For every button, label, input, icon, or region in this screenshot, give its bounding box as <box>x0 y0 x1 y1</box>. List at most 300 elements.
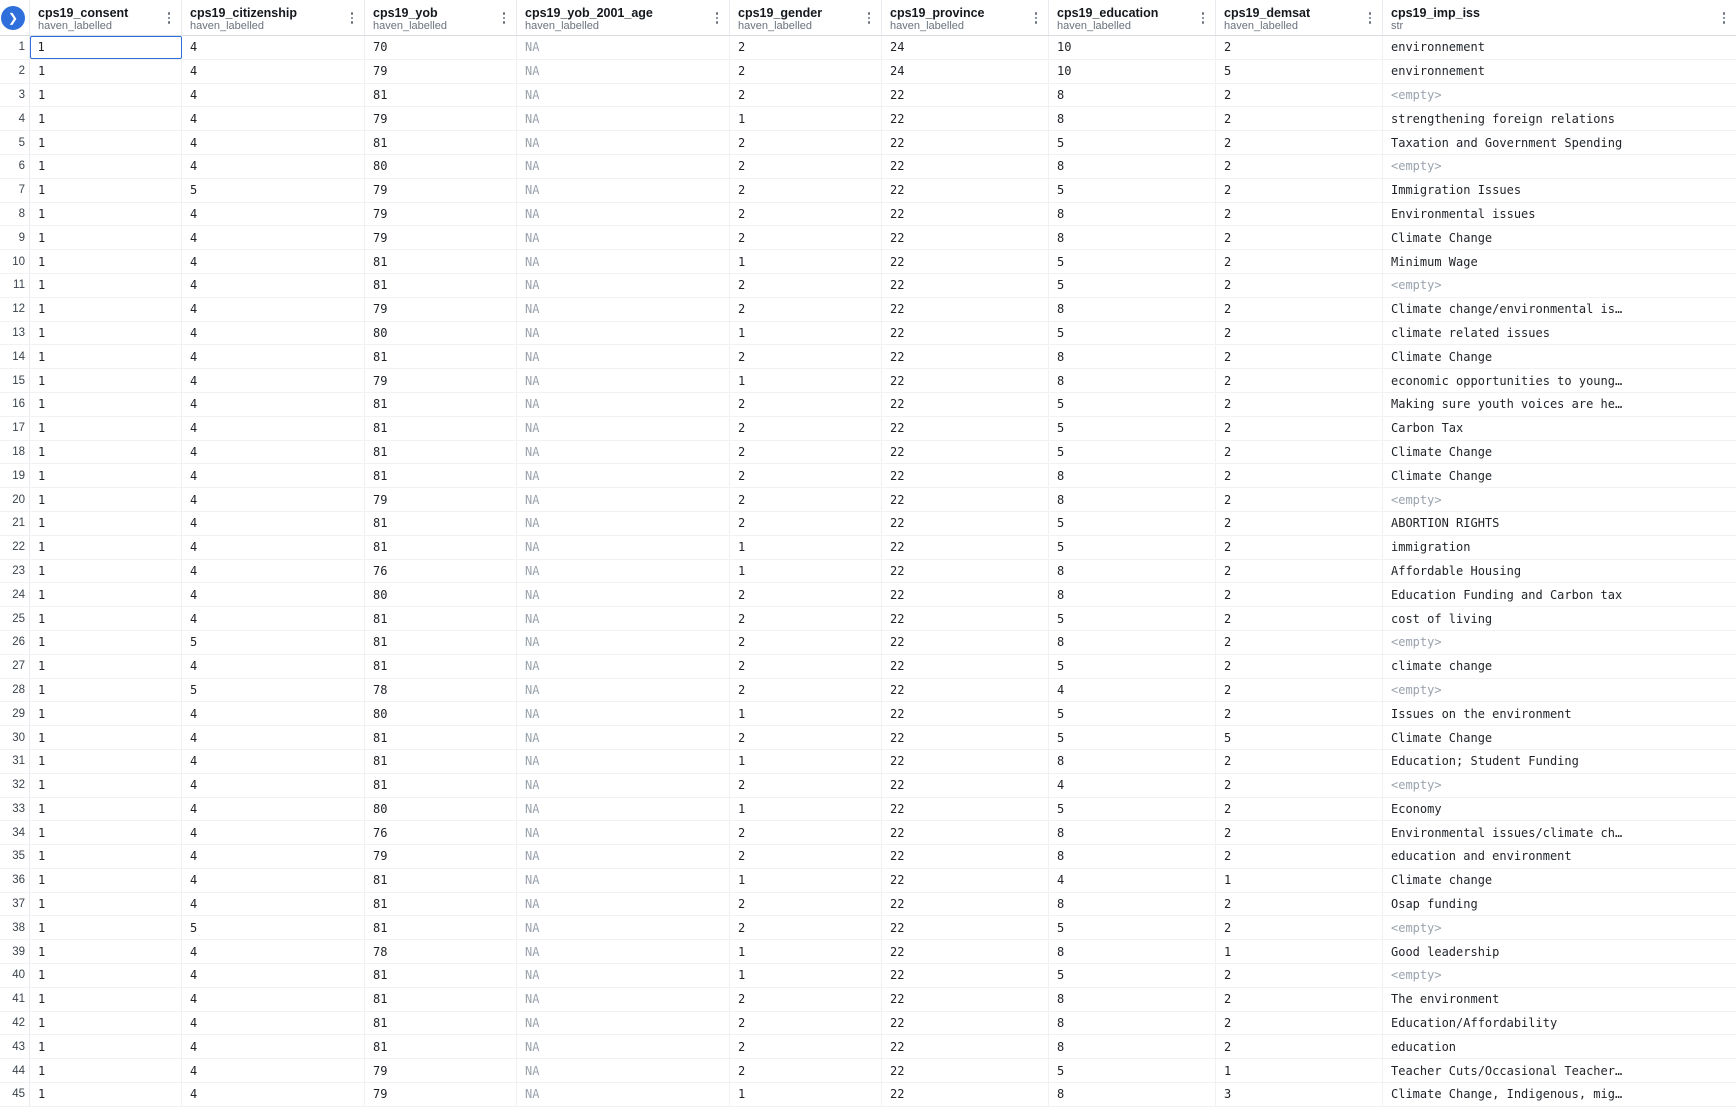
chevron-right-icon[interactable]: ❯ <box>1 6 25 30</box>
cell-cps19_yob_2001_age[interactable]: NA <box>517 1035 730 1058</box>
table-row[interactable] <box>0 274 1736 298</box>
cell-cps19_imp_iss[interactable]: Climate Change <box>1383 345 1736 368</box>
cell-cps19_province[interactable]: 22 <box>882 988 1049 1011</box>
table-row[interactable] <box>0 322 1736 346</box>
cell-cps19_yob_2001_age[interactable]: NA <box>517 107 730 130</box>
cell-cps19_yob_2001_age[interactable]: NA <box>517 512 730 535</box>
cell-cps19_consent[interactable]: 1 <box>30 560 182 583</box>
column-header-cps19_consent[interactable] <box>30 0 182 35</box>
table-row[interactable] <box>0 345 1736 369</box>
cell-cps19_yob[interactable]: 81 <box>365 655 517 678</box>
cell-cps19_citizenship[interactable]: 4 <box>182 774 365 797</box>
cell-cps19_imp_iss[interactable]: Climate Change <box>1383 441 1736 464</box>
cell-cps19_education[interactable]: 5 <box>1049 607 1216 630</box>
cell-cps19_consent[interactable]: 1 <box>30 702 182 725</box>
cell-cps19_education[interactable]: 8 <box>1049 845 1216 868</box>
cell-cps19_gender[interactable]: 2 <box>730 345 882 368</box>
cell-cps19_imp_iss[interactable]: The environment <box>1383 988 1736 1011</box>
cell-cps19_citizenship[interactable]: 4 <box>182 726 365 749</box>
cell-cps19_imp_iss[interactable]: Economy <box>1383 798 1736 821</box>
cell-cps19_education[interactable]: 8 <box>1049 488 1216 511</box>
table-row[interactable] <box>0 821 1736 845</box>
cell-cps19_yob[interactable]: 79 <box>365 1059 517 1082</box>
cell-cps19_gender[interactable]: 1 <box>730 536 882 559</box>
cell-cps19_gender[interactable]: 2 <box>730 607 882 630</box>
table-row[interactable] <box>0 964 1736 988</box>
cell-cps19_consent[interactable]: 1 <box>30 869 182 892</box>
cell-cps19_education[interactable]: 5 <box>1049 536 1216 559</box>
cell-cps19_province[interactable]: 22 <box>882 726 1049 749</box>
kebab-menu-icon[interactable] <box>163 10 175 26</box>
cell-cps19_demsat[interactable]: 2 <box>1216 631 1383 654</box>
cell-cps19_citizenship[interactable]: 4 <box>182 393 365 416</box>
cell-cps19_imp_iss[interactable]: strengthening foreign relations <box>1383 107 1736 130</box>
cell-cps19_gender[interactable]: 1 <box>730 322 882 345</box>
cell-cps19_province[interactable]: 22 <box>882 679 1049 702</box>
cell-cps19_province[interactable]: 22 <box>882 821 1049 844</box>
cell-cps19_demsat[interactable]: 2 <box>1216 226 1383 249</box>
table-row[interactable] <box>0 726 1736 750</box>
table-row[interactable] <box>0 1059 1736 1083</box>
cell-cps19_education[interactable]: 8 <box>1049 631 1216 654</box>
cell-cps19_imp_iss[interactable]: Climate Change, Indigenous, mig… <box>1383 1083 1736 1106</box>
table-row[interactable] <box>0 203 1736 227</box>
cell-cps19_consent[interactable]: 1 <box>30 298 182 321</box>
cell-cps19_demsat[interactable]: 2 <box>1216 393 1383 416</box>
kebab-menu-icon[interactable] <box>1197 10 1209 26</box>
table-row[interactable] <box>0 179 1736 203</box>
cell-cps19_consent[interactable]: 1 <box>30 274 182 297</box>
cell-cps19_yob_2001_age[interactable]: NA <box>517 369 730 392</box>
cell-cps19_yob_2001_age[interactable]: NA <box>517 203 730 226</box>
cell-cps19_education[interactable]: 8 <box>1049 583 1216 606</box>
cell-cps19_province[interactable]: 22 <box>882 798 1049 821</box>
cell-cps19_yob_2001_age[interactable]: NA <box>517 274 730 297</box>
cell-cps19_yob[interactable]: 80 <box>365 583 517 606</box>
cell-cps19_yob_2001_age[interactable]: NA <box>517 845 730 868</box>
cell-cps19_province[interactable]: 22 <box>882 869 1049 892</box>
cell-cps19_consent[interactable]: 1 <box>30 821 182 844</box>
column-header-cps19_imp_iss[interactable] <box>1383 0 1736 35</box>
cell-cps19_gender[interactable]: 2 <box>730 274 882 297</box>
cell-cps19_demsat[interactable]: 3 <box>1216 1083 1383 1106</box>
cell-cps19_imp_iss[interactable]: <empty> <box>1383 488 1736 511</box>
cell-cps19_citizenship[interactable]: 4 <box>182 655 365 678</box>
cell-cps19_education[interactable]: 5 <box>1049 393 1216 416</box>
cell-cps19_yob[interactable]: 79 <box>365 298 517 321</box>
table-row[interactable] <box>0 583 1736 607</box>
cell-cps19_yob_2001_age[interactable]: NA <box>517 417 730 440</box>
cell-cps19_education[interactable]: 8 <box>1049 1035 1216 1058</box>
kebab-menu-icon[interactable] <box>1030 10 1042 26</box>
cell-cps19_consent[interactable]: 1 <box>30 464 182 487</box>
cell-cps19_yob_2001_age[interactable]: NA <box>517 298 730 321</box>
cell-cps19_education[interactable]: 5 <box>1049 417 1216 440</box>
cell-cps19_province[interactable]: 22 <box>882 107 1049 130</box>
cell-cps19_yob[interactable]: 79 <box>365 1083 517 1106</box>
cell-cps19_yob[interactable]: 81 <box>365 916 517 939</box>
table-row[interactable] <box>0 1012 1736 1036</box>
cell-cps19_demsat[interactable]: 2 <box>1216 702 1383 725</box>
cell-cps19_citizenship[interactable]: 4 <box>182 821 365 844</box>
cell-cps19_citizenship[interactable]: 4 <box>182 512 365 535</box>
cell-cps19_yob_2001_age[interactable]: NA <box>517 345 730 368</box>
cell-cps19_yob_2001_age[interactable]: NA <box>517 821 730 844</box>
cell-cps19_yob[interactable]: 81 <box>365 726 517 749</box>
cell-cps19_imp_iss[interactable]: <empty> <box>1383 774 1736 797</box>
cell-cps19_yob_2001_age[interactable]: NA <box>517 36 730 59</box>
cell-cps19_demsat[interactable]: 2 <box>1216 274 1383 297</box>
cell-cps19_yob[interactable]: 79 <box>365 369 517 392</box>
cell-cps19_yob[interactable]: 81 <box>365 464 517 487</box>
cell-cps19_consent[interactable]: 1 <box>30 845 182 868</box>
cell-cps19_gender[interactable]: 2 <box>730 417 882 440</box>
cell-cps19_yob[interactable]: 81 <box>365 536 517 559</box>
cell-cps19_province[interactable]: 22 <box>882 750 1049 773</box>
cell-cps19_citizenship[interactable]: 4 <box>182 869 365 892</box>
cell-cps19_gender[interactable]: 2 <box>730 36 882 59</box>
cell-cps19_yob[interactable]: 76 <box>365 560 517 583</box>
cell-cps19_imp_iss[interactable]: Climate change <box>1383 869 1736 892</box>
cell-cps19_province[interactable]: 22 <box>882 512 1049 535</box>
cell-cps19_education[interactable]: 8 <box>1049 821 1216 844</box>
cell-cps19_education[interactable]: 10 <box>1049 60 1216 83</box>
cell-cps19_citizenship[interactable]: 4 <box>182 203 365 226</box>
cell-cps19_consent[interactable]: 1 <box>30 774 182 797</box>
cell-cps19_gender[interactable]: 2 <box>730 774 882 797</box>
table-row[interactable] <box>0 631 1736 655</box>
grid-body[interactable] <box>0 36 1736 1115</box>
cell-cps19_province[interactable]: 22 <box>882 1012 1049 1035</box>
cell-cps19_consent[interactable]: 1 <box>30 679 182 702</box>
table-row[interactable] <box>0 107 1736 131</box>
table-row[interactable] <box>0 798 1736 822</box>
cell-cps19_yob[interactable]: 79 <box>365 179 517 202</box>
cell-cps19_province[interactable]: 22 <box>882 916 1049 939</box>
cell-cps19_consent[interactable]: 1 <box>30 322 182 345</box>
cell-cps19_education[interactable]: 8 <box>1049 345 1216 368</box>
cell-cps19_citizenship[interactable]: 4 <box>182 250 365 273</box>
cell-cps19_province[interactable]: 22 <box>882 702 1049 725</box>
cell-cps19_imp_iss[interactable]: Good leadership <box>1383 940 1736 963</box>
cell-cps19_gender[interactable]: 2 <box>730 1035 882 1058</box>
cell-cps19_yob_2001_age[interactable]: NA <box>517 750 730 773</box>
cell-cps19_imp_iss[interactable]: Climate change/environmental is… <box>1383 298 1736 321</box>
cell-cps19_consent[interactable]: 1 <box>30 226 182 249</box>
cell-cps19_citizenship[interactable]: 5 <box>182 179 365 202</box>
cell-cps19_imp_iss[interactable]: education and environment <box>1383 845 1736 868</box>
cell-cps19_yob_2001_age[interactable]: NA <box>517 1083 730 1106</box>
cell-cps19_citizenship[interactable]: 4 <box>182 274 365 297</box>
cell-cps19_citizenship[interactable]: 4 <box>182 417 365 440</box>
cell-cps19_gender[interactable]: 2 <box>730 179 882 202</box>
cell-cps19_consent[interactable]: 1 <box>30 393 182 416</box>
cell-cps19_gender[interactable]: 2 <box>730 1012 882 1035</box>
cell-cps19_demsat[interactable]: 2 <box>1216 845 1383 868</box>
cell-cps19_consent[interactable]: 1 <box>30 798 182 821</box>
cell-cps19_education[interactable]: 4 <box>1049 774 1216 797</box>
cell-cps19_citizenship[interactable]: 4 <box>182 155 365 178</box>
cell-cps19_imp_iss[interactable]: Making sure youth voices are he… <box>1383 393 1736 416</box>
column-header-cps19_province[interactable] <box>882 0 1049 35</box>
cell-cps19_yob_2001_age[interactable]: NA <box>517 679 730 702</box>
cell-cps19_yob[interactable]: 81 <box>365 893 517 916</box>
cell-cps19_province[interactable]: 22 <box>882 893 1049 916</box>
column-header-cps19_demsat[interactable] <box>1216 0 1383 35</box>
cell-cps19_imp_iss[interactable]: Environmental issues/climate ch… <box>1383 821 1736 844</box>
cell-cps19_education[interactable]: 5 <box>1049 179 1216 202</box>
cell-cps19_gender[interactable]: 1 <box>730 798 882 821</box>
cell-cps19_province[interactable]: 22 <box>882 345 1049 368</box>
cell-cps19_imp_iss[interactable]: <empty> <box>1383 964 1736 987</box>
cell-cps19_consent[interactable]: 1 <box>30 893 182 916</box>
cell-cps19_yob[interactable]: 78 <box>365 679 517 702</box>
cell-cps19_imp_iss[interactable]: Climate Change <box>1383 464 1736 487</box>
cell-cps19_province[interactable]: 22 <box>882 464 1049 487</box>
cell-cps19_gender[interactable]: 1 <box>730 250 882 273</box>
cell-cps19_demsat[interactable]: 5 <box>1216 60 1383 83</box>
cell-cps19_gender[interactable]: 2 <box>730 441 882 464</box>
cell-cps19_education[interactable]: 8 <box>1049 560 1216 583</box>
cell-cps19_yob[interactable]: 81 <box>365 84 517 107</box>
cell-cps19_education[interactable]: 5 <box>1049 964 1216 987</box>
cell-cps19_consent[interactable]: 1 <box>30 488 182 511</box>
cell-cps19_yob[interactable]: 81 <box>365 250 517 273</box>
cell-cps19_consent[interactable]: 1 <box>30 369 182 392</box>
cell-cps19_province[interactable]: 22 <box>882 322 1049 345</box>
cell-cps19_yob[interactable]: 81 <box>365 1035 517 1058</box>
cell-cps19_imp_iss[interactable]: Education; Student Funding <box>1383 750 1736 773</box>
cell-cps19_citizenship[interactable]: 4 <box>182 1083 365 1106</box>
cell-cps19_yob_2001_age[interactable]: NA <box>517 488 730 511</box>
cell-cps19_gender[interactable]: 2 <box>730 988 882 1011</box>
cell-cps19_demsat[interactable]: 2 <box>1216 298 1383 321</box>
cell-cps19_education[interactable]: 8 <box>1049 107 1216 130</box>
cell-cps19_education[interactable]: 5 <box>1049 131 1216 154</box>
cell-cps19_demsat[interactable]: 2 <box>1216 488 1383 511</box>
cell-cps19_yob[interactable]: 80 <box>365 702 517 725</box>
cell-cps19_citizenship[interactable]: 4 <box>182 845 365 868</box>
cell-cps19_yob_2001_age[interactable]: NA <box>517 250 730 273</box>
kebab-menu-icon[interactable] <box>711 10 723 26</box>
cell-cps19_gender[interactable]: 2 <box>730 60 882 83</box>
cell-cps19_education[interactable]: 8 <box>1049 750 1216 773</box>
cell-cps19_citizenship[interactable]: 4 <box>182 702 365 725</box>
cell-cps19_citizenship[interactable]: 4 <box>182 298 365 321</box>
cell-cps19_gender[interactable]: 1 <box>730 750 882 773</box>
cell-cps19_imp_iss[interactable]: <empty> <box>1383 631 1736 654</box>
kebab-menu-icon[interactable] <box>346 10 358 26</box>
cell-cps19_education[interactable]: 8 <box>1049 203 1216 226</box>
cell-cps19_yob[interactable]: 79 <box>365 488 517 511</box>
cell-cps19_gender[interactable]: 2 <box>730 845 882 868</box>
cell-cps19_gender[interactable]: 1 <box>730 964 882 987</box>
cell-cps19_province[interactable]: 24 <box>882 36 1049 59</box>
cell-cps19_yob_2001_age[interactable]: NA <box>517 655 730 678</box>
cell-cps19_province[interactable]: 22 <box>882 393 1049 416</box>
cell-cps19_yob[interactable]: 80 <box>365 322 517 345</box>
cell-cps19_yob_2001_age[interactable]: NA <box>517 583 730 606</box>
cell-cps19_imp_iss[interactable]: <empty> <box>1383 84 1736 107</box>
cell-cps19_education[interactable]: 5 <box>1049 655 1216 678</box>
table-row[interactable] <box>0 226 1736 250</box>
cell-cps19_demsat[interactable]: 2 <box>1216 1035 1383 1058</box>
cell-cps19_consent[interactable]: 1 <box>30 250 182 273</box>
cell-cps19_yob[interactable]: 70 <box>365 36 517 59</box>
cell-cps19_demsat[interactable]: 2 <box>1216 417 1383 440</box>
cell-cps19_consent[interactable]: 1 <box>30 655 182 678</box>
cell-cps19_demsat[interactable]: 2 <box>1216 84 1383 107</box>
cell-cps19_gender[interactable]: 2 <box>730 512 882 535</box>
cell-cps19_education[interactable]: 8 <box>1049 464 1216 487</box>
cell-cps19_gender[interactable]: 2 <box>730 131 882 154</box>
cell-cps19_yob[interactable]: 80 <box>365 155 517 178</box>
cell-cps19_citizenship[interactable]: 4 <box>182 226 365 249</box>
table-row[interactable] <box>0 536 1736 560</box>
column-header-cps19_gender[interactable] <box>730 0 882 35</box>
table-row[interactable] <box>0 84 1736 108</box>
cell-cps19_demsat[interactable]: 2 <box>1216 607 1383 630</box>
table-row[interactable] <box>0 607 1736 631</box>
table-row[interactable] <box>0 512 1736 536</box>
cell-cps19_imp_iss[interactable]: Issues on the environment <box>1383 702 1736 725</box>
cell-cps19_education[interactable]: 8 <box>1049 1083 1216 1106</box>
cell-cps19_gender[interactable]: 2 <box>730 84 882 107</box>
cell-cps19_education[interactable]: 5 <box>1049 702 1216 725</box>
cell-cps19_citizenship[interactable]: 4 <box>182 940 365 963</box>
cell-cps19_imp_iss[interactable]: economic opportunities to young… <box>1383 369 1736 392</box>
cell-cps19_education[interactable]: 8 <box>1049 988 1216 1011</box>
cell-cps19_yob_2001_age[interactable]: NA <box>517 774 730 797</box>
cell-cps19_consent[interactable]: 1 <box>30 631 182 654</box>
cell-cps19_citizenship[interactable]: 5 <box>182 679 365 702</box>
cell-cps19_yob_2001_age[interactable]: NA <box>517 798 730 821</box>
cell-cps19_gender[interactable]: 2 <box>730 203 882 226</box>
table-row[interactable] <box>0 988 1736 1012</box>
cell-cps19_imp_iss[interactable]: <empty> <box>1383 916 1736 939</box>
cell-cps19_consent[interactable]: 1 <box>30 203 182 226</box>
cell-cps19_demsat[interactable]: 2 <box>1216 821 1383 844</box>
cell-cps19_yob_2001_age[interactable]: NA <box>517 940 730 963</box>
cell-cps19_consent[interactable]: 1 <box>30 1012 182 1035</box>
cell-cps19_gender[interactable]: 2 <box>730 488 882 511</box>
table-row[interactable] <box>0 155 1736 179</box>
cell-cps19_demsat[interactable]: 2 <box>1216 36 1383 59</box>
table-row[interactable] <box>0 560 1736 584</box>
cell-cps19_province[interactable]: 22 <box>882 441 1049 464</box>
cell-cps19_gender[interactable]: 1 <box>730 869 882 892</box>
cell-cps19_yob_2001_age[interactable]: NA <box>517 441 730 464</box>
cell-cps19_yob[interactable]: 81 <box>365 1012 517 1035</box>
cell-cps19_consent[interactable]: 1 <box>30 916 182 939</box>
cell-cps19_province[interactable]: 22 <box>882 845 1049 868</box>
cell-cps19_yob_2001_age[interactable]: NA <box>517 726 730 749</box>
cell-cps19_citizenship[interactable]: 4 <box>182 583 365 606</box>
cell-cps19_education[interactable]: 5 <box>1049 322 1216 345</box>
cell-cps19_gender[interactable]: 1 <box>730 369 882 392</box>
cell-cps19_yob[interactable]: 81 <box>365 345 517 368</box>
cell-cps19_yob_2001_age[interactable]: NA <box>517 322 730 345</box>
cell-cps19_yob[interactable]: 81 <box>365 393 517 416</box>
cell-cps19_yob_2001_age[interactable]: NA <box>517 893 730 916</box>
table-row[interactable] <box>0 702 1736 726</box>
cell-cps19_demsat[interactable]: 2 <box>1216 107 1383 130</box>
kebab-menu-icon[interactable] <box>1718 10 1730 26</box>
cell-cps19_yob[interactable]: 79 <box>365 226 517 249</box>
cell-cps19_consent[interactable]: 1 <box>30 107 182 130</box>
cell-cps19_citizenship[interactable]: 4 <box>182 60 365 83</box>
cell-cps19_province[interactable]: 22 <box>882 298 1049 321</box>
cell-cps19_demsat[interactable]: 2 <box>1216 131 1383 154</box>
table-row[interactable] <box>0 369 1736 393</box>
cell-cps19_education[interactable]: 8 <box>1049 155 1216 178</box>
cell-cps19_gender[interactable]: 2 <box>730 1059 882 1082</box>
cell-cps19_yob[interactable]: 81 <box>365 750 517 773</box>
table-row[interactable] <box>0 1083 1736 1107</box>
cell-cps19_yob[interactable]: 81 <box>365 869 517 892</box>
cell-cps19_demsat[interactable]: 2 <box>1216 250 1383 273</box>
cell-cps19_yob_2001_age[interactable]: NA <box>517 1059 730 1082</box>
cell-cps19_demsat[interactable]: 2 <box>1216 916 1383 939</box>
cell-cps19_imp_iss[interactable]: education <box>1383 1035 1736 1058</box>
cell-cps19_gender[interactable]: 2 <box>730 583 882 606</box>
table-row[interactable] <box>0 940 1736 964</box>
table-row[interactable] <box>0 250 1736 274</box>
cell-cps19_demsat[interactable]: 2 <box>1216 1012 1383 1035</box>
column-header-cps19_education[interactable] <box>1049 0 1216 35</box>
table-row[interactable] <box>0 916 1736 940</box>
table-row[interactable] <box>0 488 1736 512</box>
cell-cps19_citizenship[interactable]: 4 <box>182 988 365 1011</box>
cell-cps19_province[interactable]: 24 <box>882 60 1049 83</box>
cell-cps19_gender[interactable]: 2 <box>730 916 882 939</box>
cell-cps19_consent[interactable]: 1 <box>30 607 182 630</box>
cell-cps19_consent[interactable]: 1 <box>30 1035 182 1058</box>
cell-cps19_citizenship[interactable]: 4 <box>182 1035 365 1058</box>
cell-cps19_education[interactable]: 4 <box>1049 679 1216 702</box>
cell-cps19_education[interactable]: 4 <box>1049 869 1216 892</box>
cell-cps19_education[interactable]: 5 <box>1049 916 1216 939</box>
cell-cps19_demsat[interactable]: 2 <box>1216 679 1383 702</box>
cell-cps19_gender[interactable]: 2 <box>730 393 882 416</box>
cell-cps19_consent[interactable]: 1 <box>30 583 182 606</box>
cell-cps19_province[interactable]: 22 <box>882 488 1049 511</box>
table-row[interactable] <box>0 298 1736 322</box>
cell-cps19_consent[interactable]: 1 <box>30 60 182 83</box>
cell-cps19_demsat[interactable]: 2 <box>1216 750 1383 773</box>
cell-cps19_demsat[interactable]: 2 <box>1216 655 1383 678</box>
cell-cps19_education[interactable]: 8 <box>1049 369 1216 392</box>
cell-cps19_province[interactable]: 22 <box>882 203 1049 226</box>
cell-cps19_gender[interactable]: 1 <box>730 940 882 963</box>
cell-cps19_imp_iss[interactable]: Teacher Cuts/Occasional Teacher… <box>1383 1059 1736 1082</box>
cell-cps19_yob_2001_age[interactable]: NA <box>517 84 730 107</box>
cell-cps19_education[interactable]: 5 <box>1049 512 1216 535</box>
table-row[interactable] <box>0 464 1736 488</box>
cell-cps19_education[interactable]: 8 <box>1049 940 1216 963</box>
cell-cps19_consent[interactable]: 1 <box>30 964 182 987</box>
cell-cps19_consent[interactable]: 1 <box>30 988 182 1011</box>
cell-cps19_demsat[interactable]: 2 <box>1216 536 1383 559</box>
table-row[interactable] <box>0 774 1736 798</box>
cell-cps19_province[interactable]: 22 <box>882 583 1049 606</box>
cell-cps19_imp_iss[interactable]: <empty> <box>1383 155 1736 178</box>
cell-cps19_citizenship[interactable]: 4 <box>182 798 365 821</box>
cell-cps19_education[interactable]: 5 <box>1049 798 1216 821</box>
cell-cps19_education[interactable]: 5 <box>1049 1059 1216 1082</box>
cell-cps19_yob[interactable]: 79 <box>365 60 517 83</box>
cell-cps19_education[interactable]: 5 <box>1049 250 1216 273</box>
